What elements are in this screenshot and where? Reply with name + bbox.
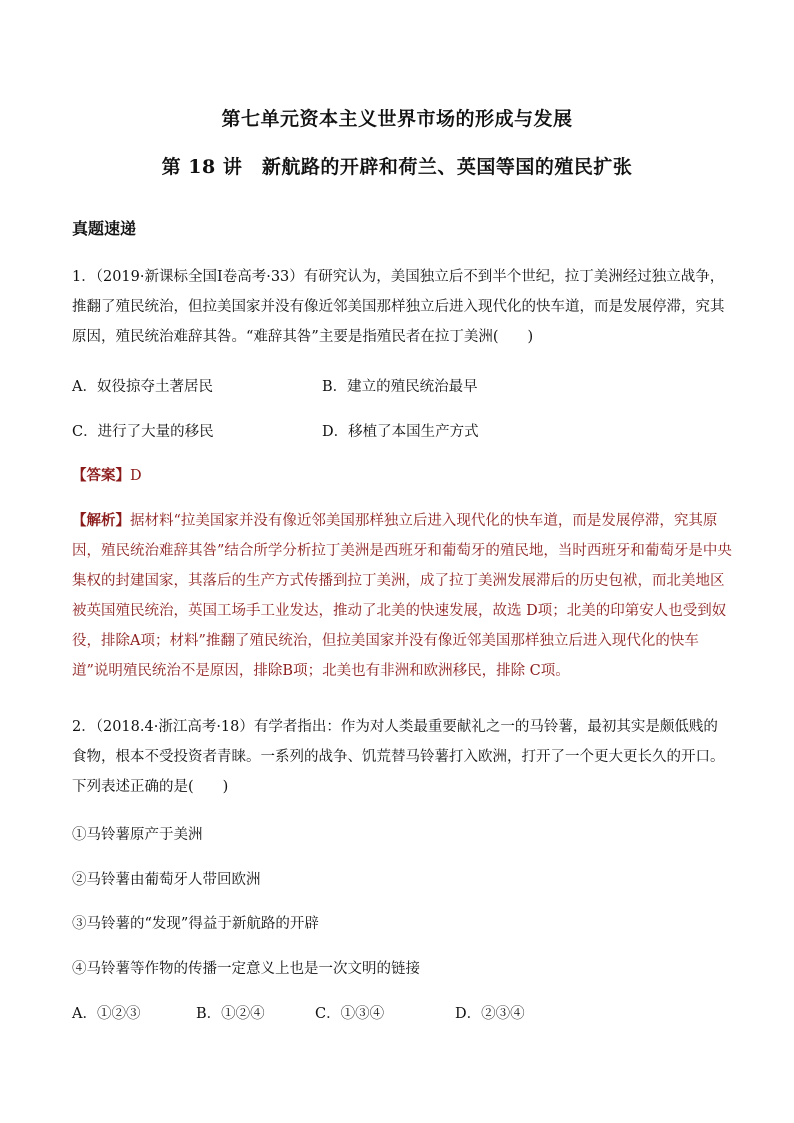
q1-answer — [72, 466, 142, 486]
answer-label: 【答案】 — [72, 467, 130, 484]
q2-item-1: ①马铃薯原产于美洲 — [72, 827, 203, 843]
answer-value: D — [130, 468, 142, 484]
analysis-label: 【解析】 — [72, 512, 130, 529]
question-2-stem: 2．（2018.4·浙江高考·18）有学者指出：作为对人类最重要献礼之一的马铃薯，最初其实是颇低贱的食物，根本不受投资者青睐。一系列的战争、饥荒替马铃薯打入欧洲，打开了一个更大更长久的开口。下列表述正确的是( ) — [72, 719, 725, 795]
q2-option-d: D．②③④ — [455, 1006, 525, 1022]
unit-title: 第七单元资本主义世界市场的形成与发展 — [221, 108, 573, 130]
lesson-title: 第 18 讲 新航路的开辟和荷兰、英国等国的殖民扩张 — [161, 156, 633, 178]
analysis-text: 据材料“拉美国家并没有像近邻美国那样独立后进入现代化的快车道，而是发展停滞，究其原因，殖民统治难辞其咎”结合所学分析拉丁美洲是西班牙和葡萄牙的殖民地，当时西班牙和葡萄牙是中央集权的封建国家，其落后的生产方式传播到拉丁美洲，成了拉丁美洲发展滞后的历史包袱，而北美地区被英国殖民统治，英国工场手工业发达，推动了北美的快速发展，故选 D项；北美的印第安人也受到奴役，排除A项；材料”推翻了殖民统治，但拉美国家并没有像近邻美国那样独立后进入现代化的快车道”说明殖民统治不是原因，排除B项；北美也有非洲和欧洲移民，排除 C项。 — [72, 513, 732, 679]
q1-option-b: B．建立的殖民统治最早 — [322, 379, 478, 395]
q2-option-a: A．①②③ — [72, 1006, 141, 1022]
q1-option-a: A．奴役掠夺土著居民 — [72, 379, 213, 395]
q2-item-2: ②马铃薯由葡萄牙人带回欧洲 — [72, 872, 261, 888]
q2-option-b: B．①②④ — [196, 1006, 265, 1022]
question-1-stem: 1．（2019·新课标全国Ⅰ卷高考·33）有研究认为，美国独立后不到半个世纪，拉丁美洲经过独立战争，推翻了殖民统治，但拉美国家并没有像近邻美国那样独立后进入现代化的快车道，而是发展停滞，究其原因，殖民统治难辞其咎。“难辞其咎”主要是指殖民者在拉丁美洲( ) — [72, 269, 725, 345]
q1-option-c: C．进行了大量的移民 — [72, 424, 214, 440]
q2-option-c: C．①③④ — [315, 1006, 385, 1022]
q2-item-3: ③马铃薯的“发现”得益于新航路的开辟 — [72, 916, 319, 932]
section-heading: 真题速递 — [72, 219, 137, 238]
q1-option-d: D．移植了本国生产方式 — [322, 424, 479, 440]
q2-item-4: ④马铃薯等作物的传播一定意义上也是一次文明的链接 — [72, 961, 420, 977]
q1-analysis — [72, 506, 732, 686]
